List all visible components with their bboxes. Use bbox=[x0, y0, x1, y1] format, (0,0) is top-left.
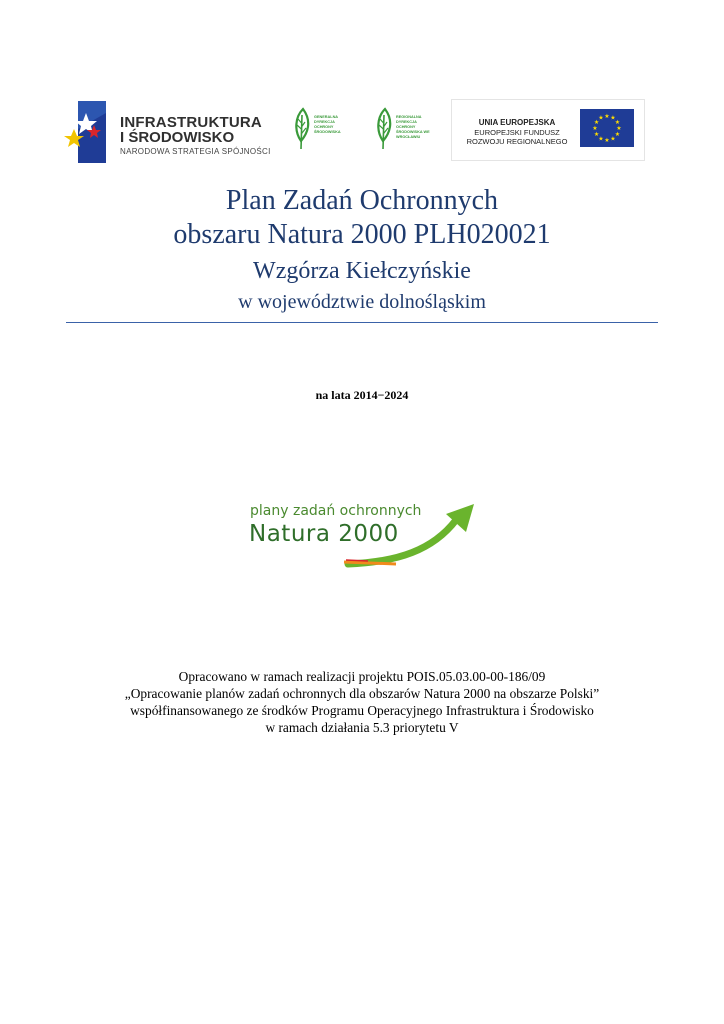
infrastruktura-line2: I ŚRODOWISKO bbox=[120, 129, 235, 146]
eu-flag-icon bbox=[580, 109, 634, 147]
eu-line3: ROZWOJU REGIONALNEGO bbox=[466, 137, 568, 146]
eu-star-icon: ★ bbox=[593, 132, 600, 138]
eu-star-icon: ★ bbox=[614, 132, 621, 138]
infrastruktura-logo bbox=[64, 99, 274, 165]
footer-line3: współfinansowanego ze środków Programu Operacyjnego Infrastruktura i Środowisko bbox=[130, 703, 594, 718]
eu-star-icon: ★ bbox=[610, 136, 616, 143]
title-line4: w województwie dolnośląskim bbox=[238, 291, 486, 313]
leaf-icon bbox=[292, 105, 314, 153]
eu-star-icon: ★ bbox=[616, 126, 622, 132]
eu-star-icon: ★ bbox=[604, 138, 610, 144]
eu-star-icon: ★ bbox=[598, 115, 604, 122]
eu-text bbox=[458, 118, 576, 146]
natura-2000-logo bbox=[248, 500, 478, 570]
eu-star-icon: ★ bbox=[598, 136, 604, 143]
footer-line1: Opracowano w ramach realizacji projektu POIS.05.03.00-00-186/09 bbox=[178, 669, 546, 684]
eu-star-icon: ★ bbox=[604, 114, 610, 120]
footer-line2: „Opracowanie planów zadań ochronnych dla obszarów Natura 2000 na obszarze Polski” bbox=[124, 686, 600, 701]
infrastruktura-line1: INFRASTRUKTURA bbox=[120, 114, 262, 131]
infrastruktura-line3: NARODOWA STRATEGIA SPÓJNOŚCI bbox=[120, 147, 271, 156]
footer-line4: w ramach działania 5.3 priorytetu V bbox=[265, 720, 459, 735]
eu-line1: UNIA EUROPEJSKA bbox=[478, 118, 556, 127]
eu-star-icon: ★ bbox=[592, 126, 598, 132]
eu-star-icon: ★ bbox=[610, 115, 616, 122]
title-line3: Wzgórza Kiełczyńskie bbox=[253, 258, 471, 284]
footer-text bbox=[0, 668, 724, 736]
eu-star-icon: ★ bbox=[614, 120, 621, 126]
gdos-logo bbox=[292, 105, 356, 155]
infrastruktura-text bbox=[120, 115, 271, 158]
eu-line2: EUROPEJSKI FUNDUSZ bbox=[474, 128, 560, 137]
eu-star-icon: ★ bbox=[593, 120, 600, 126]
years-label: na lata 2014−2024 bbox=[315, 388, 409, 402]
leaf-icon bbox=[374, 105, 396, 153]
logo-bar bbox=[0, 95, 724, 165]
eu-logo bbox=[451, 99, 645, 161]
rdos-logo bbox=[374, 105, 438, 155]
natura-title: Natura 2000 bbox=[249, 521, 399, 547]
natura-tagline: plany zadań ochronnych bbox=[250, 503, 422, 519]
infrastruktura-emblem-icon bbox=[64, 99, 108, 165]
rdos-text: REGIONALNA DYREKCJA OCHRONY ŚRODOWISKA WE WROCŁAWIU bbox=[396, 115, 430, 139]
title-line1: Plan Zadań Ochronnych bbox=[225, 185, 499, 216]
title-line2: obszaru Natura 2000 PLH020021 bbox=[173, 219, 551, 250]
gdos-text: GENERALNA DYREKCJA OCHRONY ŚRODOWISKA bbox=[314, 115, 341, 134]
title-divider bbox=[66, 322, 658, 323]
